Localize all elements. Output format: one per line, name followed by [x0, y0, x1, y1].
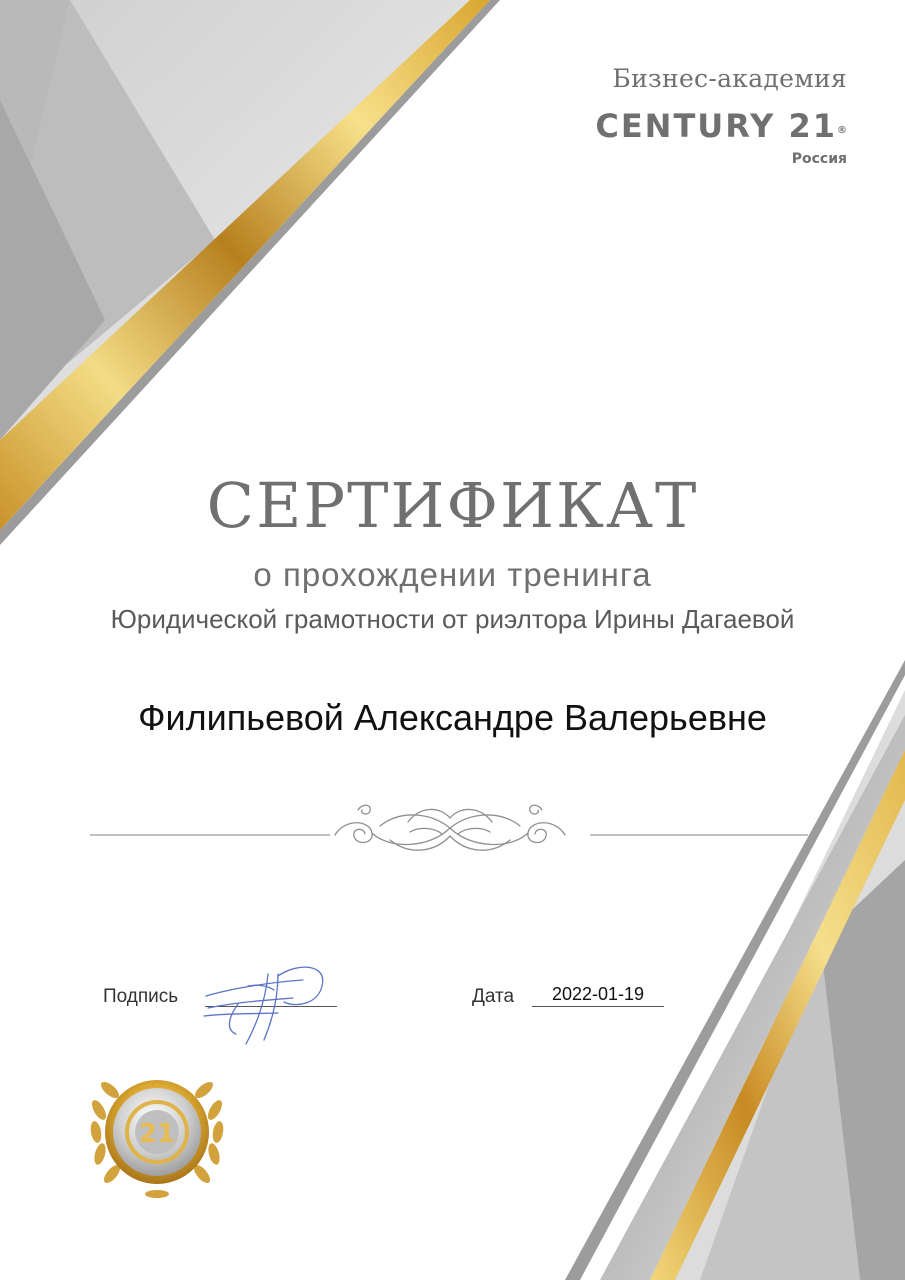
- date-line: [532, 1006, 664, 1007]
- seal-number: 21: [138, 1119, 176, 1149]
- brand-academy-label: Бизнес-академия: [612, 64, 847, 93]
- flourish-divider-icon: [90, 800, 810, 870]
- century21-seal-icon: [82, 1062, 232, 1207]
- date-value: 2022-01-19: [551, 984, 645, 1004]
- date-label: Дата: [472, 986, 515, 1007]
- signature-icon: [198, 956, 338, 1051]
- brand-name: CENTURY 21: [595, 107, 837, 145]
- course-name: Юридической грамотности от риэлтора Ирины Дагаевой: [110, 604, 795, 634]
- signature-label: Подпись: [103, 986, 179, 1007]
- registered-mark: ®: [837, 125, 847, 136]
- brand-country-label: Россия: [791, 151, 847, 167]
- brand-block: [595, 62, 847, 167]
- certificate-subtitle: о прохождении тренинга: [253, 556, 652, 593]
- century21-logo: [595, 106, 847, 151]
- recipient-name: Филипьевой Александре Валерьевне: [138, 697, 767, 738]
- certificate-title: СЕРТИФИКАТ: [206, 469, 699, 542]
